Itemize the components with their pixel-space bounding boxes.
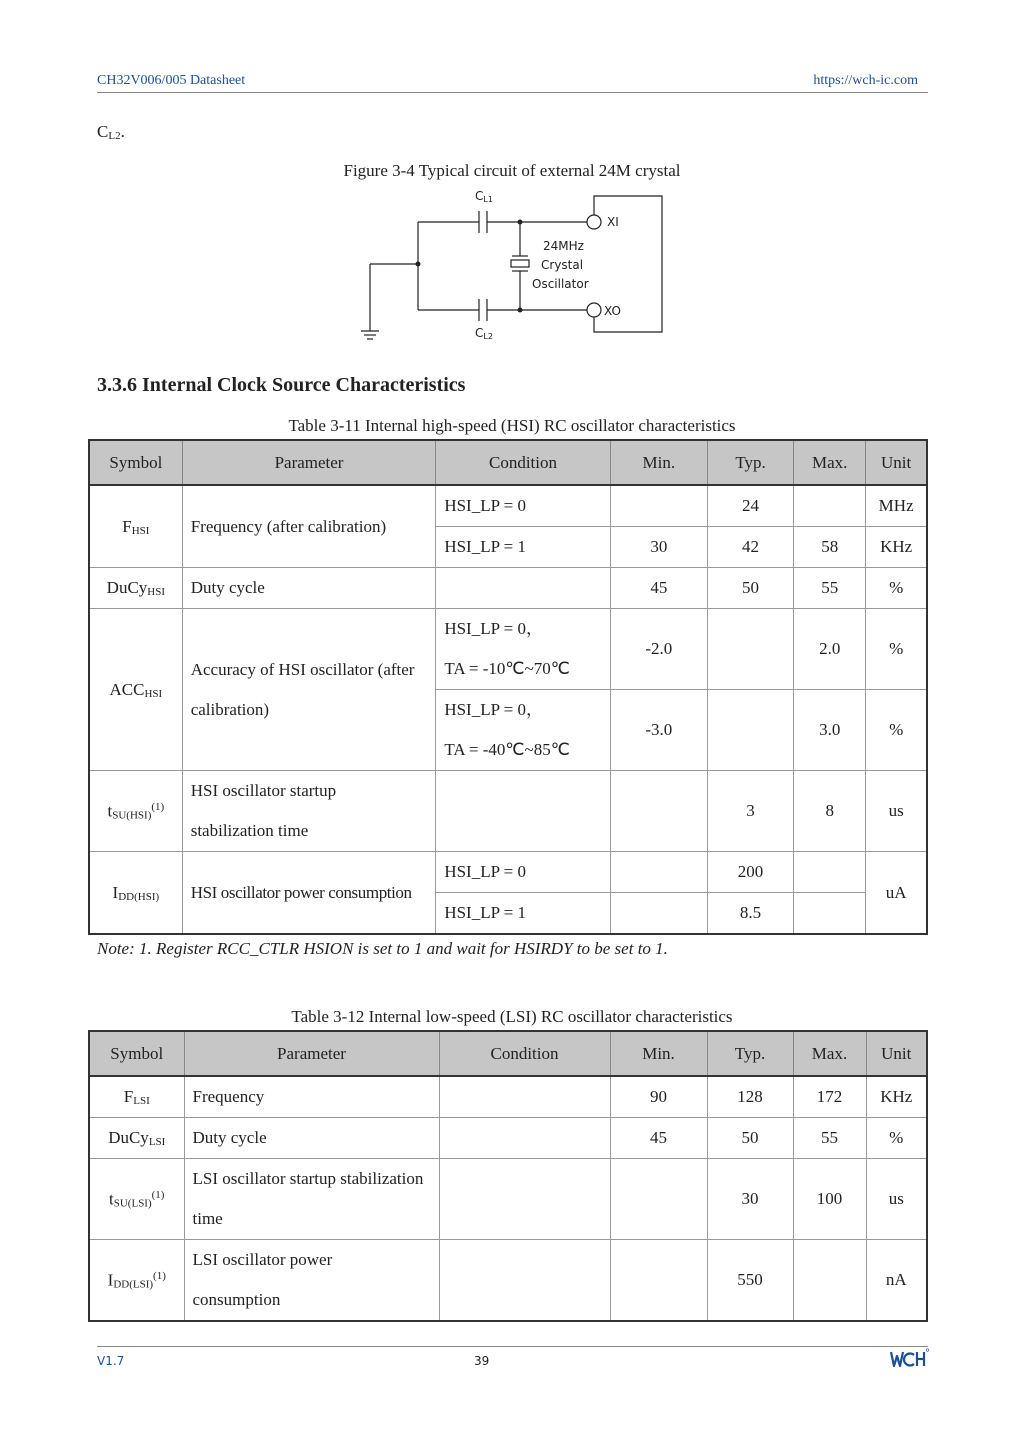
header-url[interactable]: https://wch-ic.com bbox=[813, 73, 918, 88]
max-value bbox=[794, 485, 866, 527]
unit-value: % bbox=[866, 609, 927, 690]
max-value: 100 bbox=[793, 1159, 866, 1240]
symbol-idd-lsi: $I_{DD(LSI)}^{(1)}$ bbox=[89, 1240, 184, 1322]
typ-value: 30 bbox=[707, 1159, 793, 1240]
header-parameter: Parameter bbox=[182, 440, 436, 485]
min-value: -2.0 bbox=[610, 609, 707, 690]
max-value bbox=[794, 893, 866, 935]
table-header-row bbox=[89, 1031, 927, 1076]
header-unit: Unit bbox=[866, 1031, 927, 1076]
typ-value: 50 bbox=[707, 1118, 793, 1159]
oscillator-label-line2: Crystal bbox=[541, 258, 584, 272]
symbol-tsu-hsi: $t_{SU(HSI)}^{(1)}$ bbox=[89, 771, 182, 852]
table-row bbox=[89, 1240, 927, 1322]
typ-value: 50 bbox=[707, 568, 793, 609]
max-value: 3.0 bbox=[794, 690, 866, 771]
header-condition: Condition bbox=[439, 1031, 610, 1076]
typ-value: 24 bbox=[707, 485, 793, 527]
intro-text: $C_{L2}$. bbox=[97, 122, 125, 142]
header-typ: Typ. bbox=[707, 1031, 793, 1076]
min-value bbox=[610, 852, 707, 893]
hsi-characteristics-table bbox=[88, 439, 928, 935]
min-value: 30 bbox=[610, 527, 707, 568]
param-duty-cycle: Duty cycle bbox=[184, 1118, 439, 1159]
max-value bbox=[793, 1240, 866, 1322]
oscillator-label-line3: Oscillator bbox=[532, 277, 589, 291]
footer-divider bbox=[97, 1346, 928, 1347]
crystal-circuit-diagram bbox=[355, 186, 675, 346]
max-value: 55 bbox=[793, 1118, 866, 1159]
xo-pin-label: XO bbox=[604, 304, 621, 318]
unit-value: nA bbox=[866, 1240, 927, 1322]
header-max: Max. bbox=[793, 1031, 866, 1076]
param-startup-time: LSI oscillator startup stabilization time bbox=[184, 1159, 439, 1240]
param-accuracy: Accuracy of HSI oscillator (after calibration) bbox=[182, 609, 436, 771]
header-condition: Condition bbox=[436, 440, 610, 485]
min-value bbox=[610, 1159, 707, 1240]
table-row bbox=[89, 485, 927, 527]
max-value: 55 bbox=[794, 568, 866, 609]
xi-pin-label: XI bbox=[607, 215, 619, 229]
max-value: 8 bbox=[794, 771, 866, 852]
min-value: 45 bbox=[610, 568, 707, 609]
unit-value: % bbox=[866, 568, 927, 609]
max-value: 58 bbox=[794, 527, 866, 568]
condition bbox=[436, 771, 610, 852]
param-frequency: Frequency bbox=[184, 1076, 439, 1118]
symbol-tsu-lsi: $t_{SU(LSI)}^{(1)}$ bbox=[89, 1159, 184, 1240]
condition bbox=[439, 1240, 610, 1322]
symbol-fhsi: $F_{HSI}$ bbox=[89, 485, 182, 568]
table2-caption: Table 3-12 Internal low-speed (LSI) RC oscillator characteristics bbox=[291, 1007, 733, 1026]
param-power-consumption: HSI oscillator power consumption bbox=[182, 852, 436, 935]
max-value: 2.0 bbox=[794, 609, 866, 690]
header-unit: Unit bbox=[866, 440, 927, 485]
table-row bbox=[89, 568, 927, 609]
param-startup-time: HSI oscillator startup stabilization time bbox=[182, 771, 436, 852]
min-value: 90 bbox=[610, 1076, 707, 1118]
cl1-label: CL1 bbox=[475, 189, 493, 204]
header-divider bbox=[97, 92, 928, 93]
unit-value: us bbox=[866, 1159, 927, 1240]
unit-value: us bbox=[866, 771, 927, 852]
min-value: 45 bbox=[610, 1118, 707, 1159]
wch-logo-icon bbox=[889, 1347, 929, 1371]
condition bbox=[439, 1159, 610, 1240]
min-value bbox=[610, 893, 707, 935]
table-row bbox=[89, 609, 927, 690]
table-row bbox=[89, 852, 927, 893]
unit-value: uA bbox=[866, 852, 927, 935]
symbol-ducy-hsi: DuCy$_{HSI}$ bbox=[89, 568, 182, 609]
header-doc-title: CH32V006/005 Datasheet bbox=[97, 73, 246, 88]
condition: HSI_LP = 1 bbox=[436, 527, 610, 568]
param-frequency: Frequency (after calibration) bbox=[182, 485, 436, 568]
typ-value bbox=[707, 690, 793, 771]
condition: HSI_LP = 0 bbox=[436, 485, 610, 527]
unit-value: % bbox=[866, 690, 927, 771]
symbol-ducy-lsi: DuCy$_{LSI}$ bbox=[89, 1118, 184, 1159]
symbol-flsi: $F_{LSI}$ bbox=[89, 1076, 184, 1118]
table-header-row bbox=[89, 440, 927, 485]
header-max: Max. bbox=[794, 440, 866, 485]
unit-value: MHz bbox=[866, 485, 927, 527]
unit-value: KHz bbox=[866, 1076, 927, 1118]
footer-version: V1.7 bbox=[97, 1354, 125, 1368]
condition bbox=[439, 1118, 610, 1159]
min-value bbox=[610, 1240, 707, 1322]
table-row bbox=[89, 1076, 927, 1118]
condition: HSI_LP = 1 bbox=[436, 893, 610, 935]
table-row bbox=[89, 1159, 927, 1240]
table-row bbox=[89, 771, 927, 852]
typ-value: 3 bbox=[707, 771, 793, 852]
header-min: Min. bbox=[610, 1031, 707, 1076]
table1-note: Note: 1. Register RCC_CTLR HSION is set to 1 and wait for HSIRDY to be set to 1. bbox=[97, 939, 668, 958]
section-title: 3.3.6 Internal Clock Source Characteristics bbox=[97, 374, 466, 396]
min-value: -3.0 bbox=[610, 690, 707, 771]
typ-value: 550 bbox=[707, 1240, 793, 1322]
max-value bbox=[794, 852, 866, 893]
unit-value: % bbox=[866, 1118, 927, 1159]
header-min: Min. bbox=[610, 440, 707, 485]
param-power-consumption: LSI oscillator power consumption bbox=[184, 1240, 439, 1322]
min-value bbox=[610, 771, 707, 852]
condition: HSI_LP = 0， TA = -10℃~70℃ bbox=[436, 609, 610, 690]
figure-caption: Figure 3-4 Typical circuit of external 24M crystal bbox=[343, 161, 681, 180]
max-value: 172 bbox=[793, 1076, 866, 1118]
param-duty-cycle: Duty cycle bbox=[182, 568, 436, 609]
header-symbol: Symbol bbox=[89, 1031, 184, 1076]
symbol-acc-hsi: $ACC_{HSI}$ bbox=[89, 609, 182, 771]
table-row bbox=[89, 1118, 927, 1159]
condition: HSI_LP = 0， TA = -40℃~85℃ bbox=[436, 690, 610, 771]
typ-value: 200 bbox=[707, 852, 793, 893]
header-typ: Typ. bbox=[707, 440, 793, 485]
oscillator-label-line1: 24MHz bbox=[543, 239, 584, 253]
table1-caption: Table 3-11 Internal high-speed (HSI) RC oscillator characteristics bbox=[288, 416, 736, 435]
min-value bbox=[610, 485, 707, 527]
typ-value: 8.5 bbox=[707, 893, 793, 935]
condition bbox=[436, 568, 610, 609]
header-parameter: Parameter bbox=[184, 1031, 439, 1076]
lsi-characteristics-table bbox=[88, 1030, 928, 1322]
typ-value: 42 bbox=[707, 527, 793, 568]
typ-value bbox=[707, 609, 793, 690]
cl2-label: CL2 bbox=[475, 326, 493, 341]
condition bbox=[439, 1076, 610, 1118]
condition: HSI_LP = 0 bbox=[436, 852, 610, 893]
typ-value: 128 bbox=[707, 1076, 793, 1118]
symbol-idd-hsi: $I_{DD(HSI)}$ bbox=[89, 852, 182, 935]
footer-page-number: 39 bbox=[474, 1354, 490, 1368]
unit-value: KHz bbox=[866, 527, 927, 568]
header-symbol: Symbol bbox=[89, 440, 182, 485]
